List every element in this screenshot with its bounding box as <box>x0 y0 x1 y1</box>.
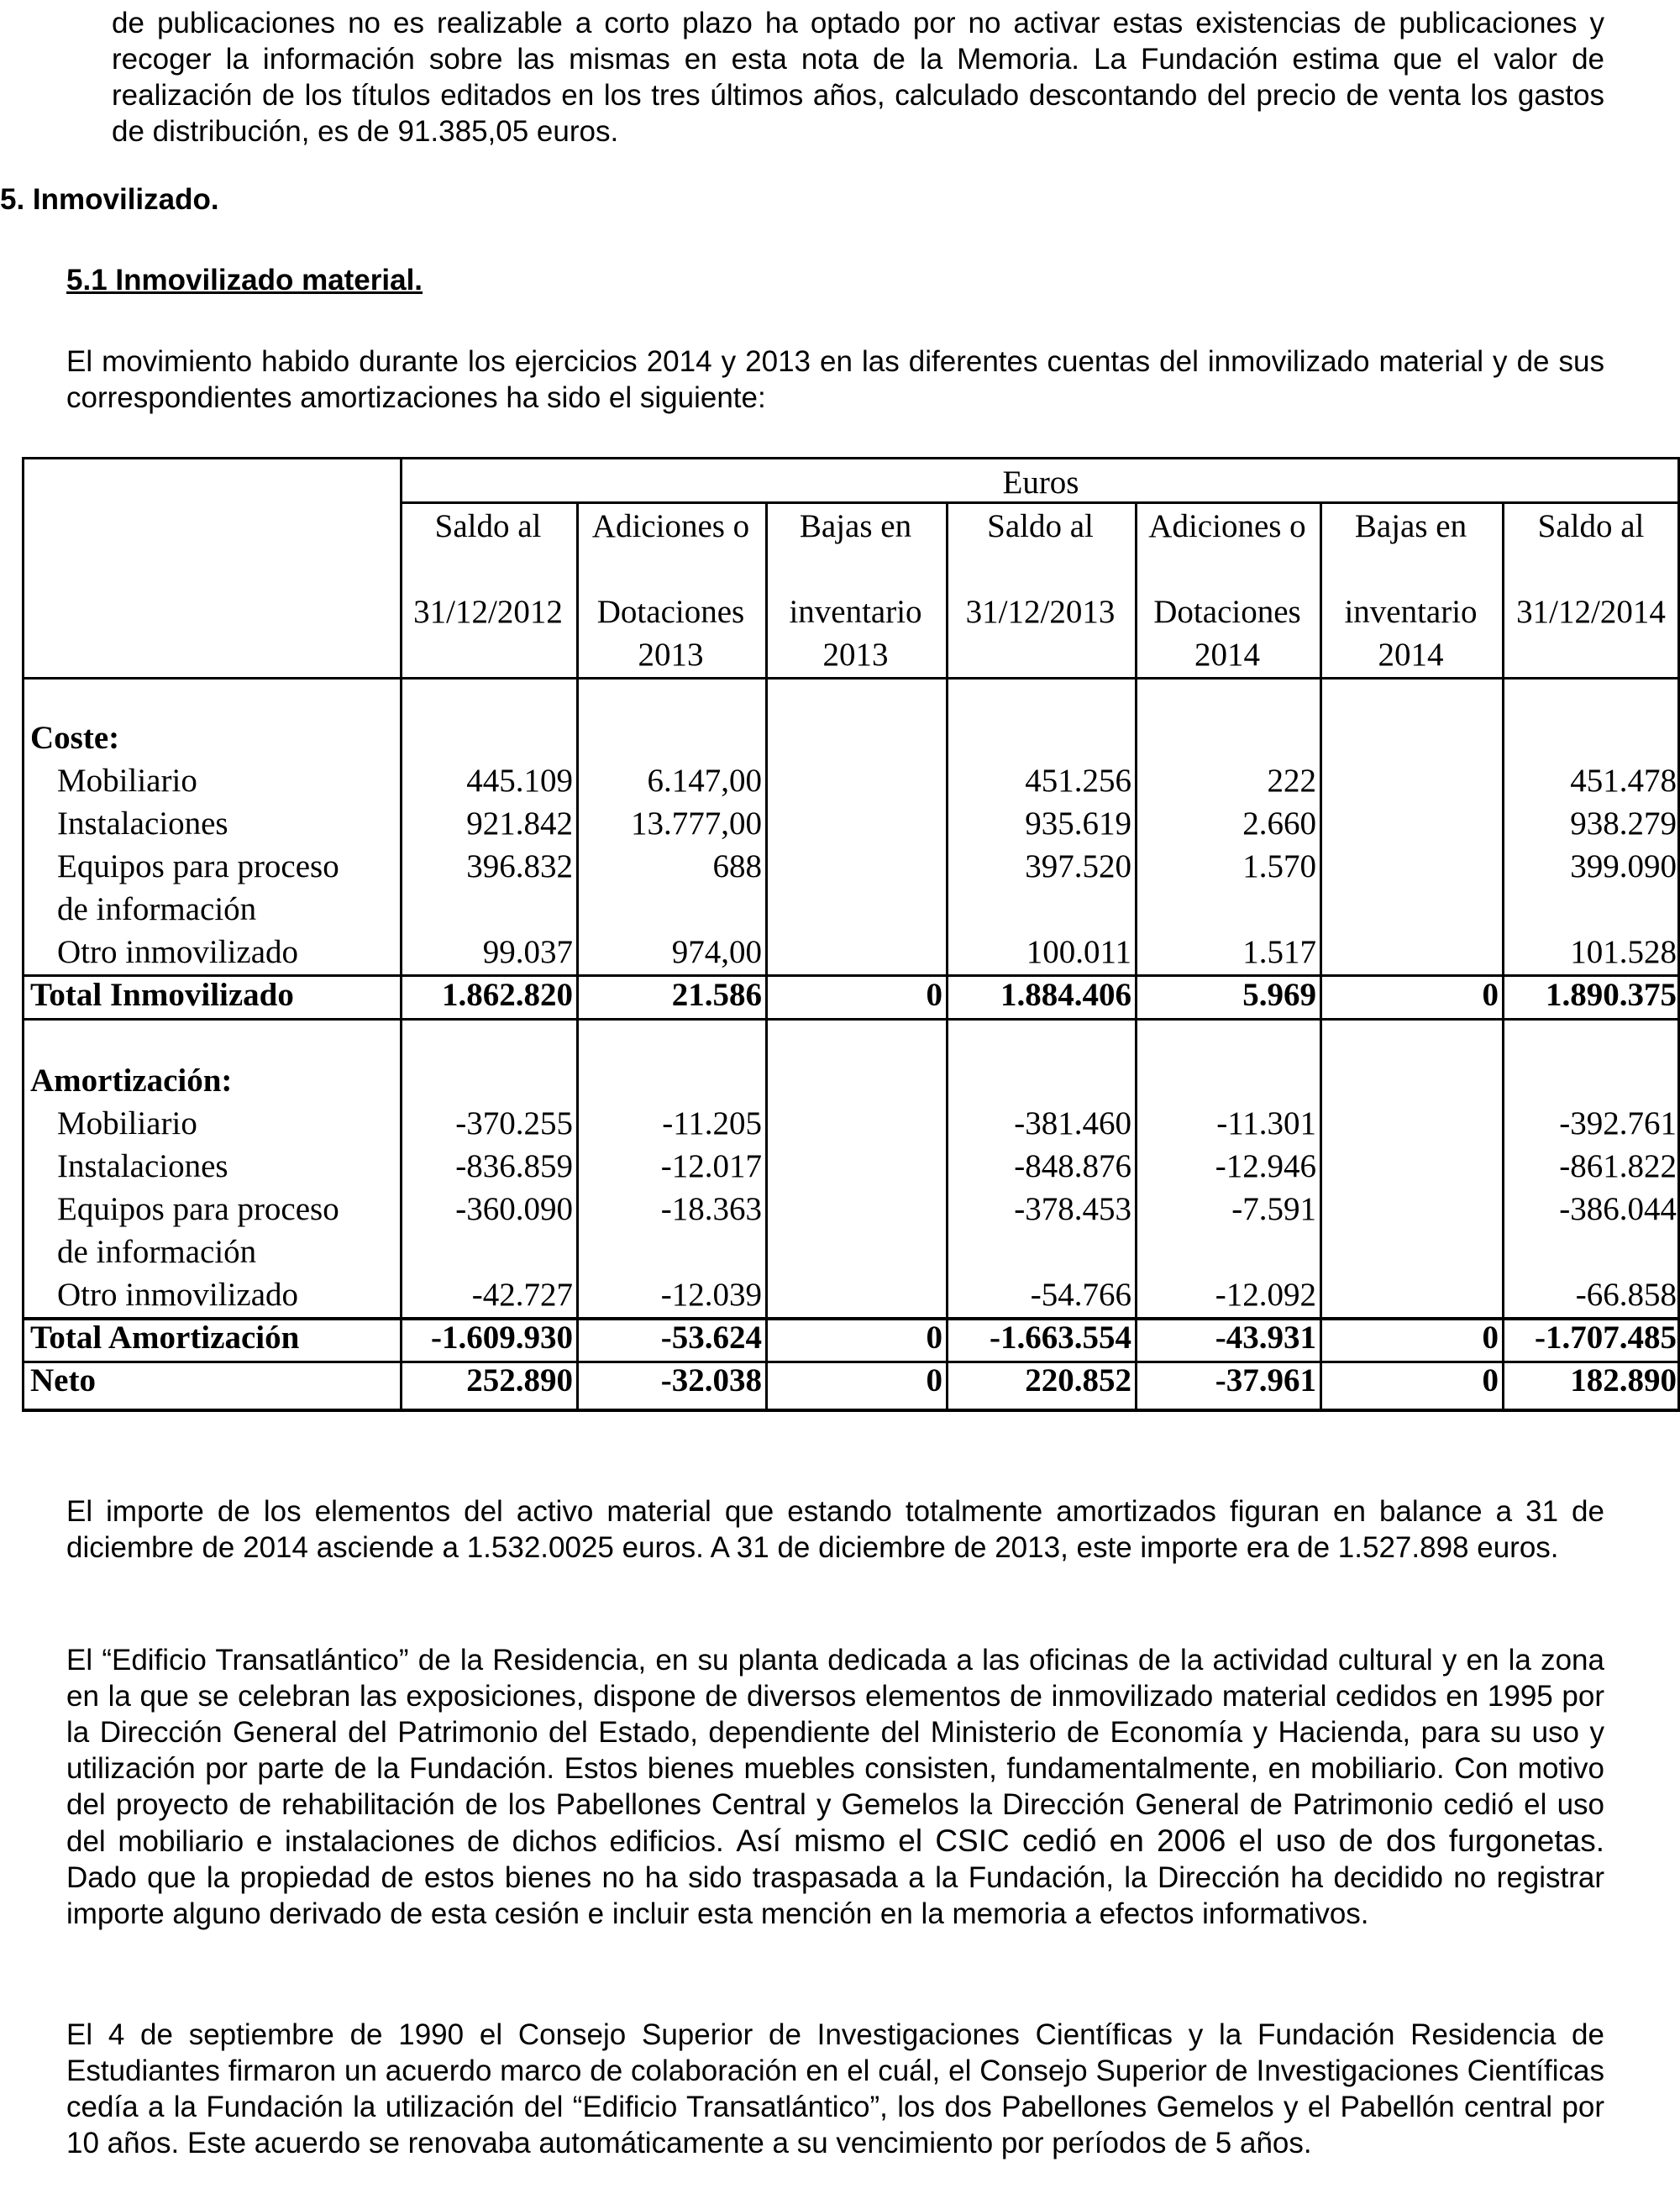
total-inmovilizado-col-1: 1.862.820 <box>442 977 573 1013</box>
coste-row-2-col-7: 938.279 <box>1570 806 1677 842</box>
edificio-paragraph-part-a: El “Edificio Transatlántico” de la Residencia, en su planta dedicada a las oficinas de la actividad cultural y en la zona en la que se celebran las exposiciones, dispone de diversos elementos de inmovilizado material cedidos en 1995 por la Dirección General del Patrimonio del Estado, dependiente del Ministerio de Economía y Hacienda, para su uso y utilización por parte de la Fundación. Estos bienes muebles consisten, fundamentalmente, en mobiliario. Con motivo del proyecto de rehabilitación de los Pabellones Central y Gemelos la Dirección General de Patrimonio cedió el uso del mobiliario e instalaciones de dichos edificios. <box>66 1644 1604 1858</box>
neto-col-4: 220.852 <box>1025 1362 1131 1398</box>
coste-row-2-col-2: 13.777,00 <box>631 806 762 842</box>
total-amortizacion-col-5: -43.931 <box>1215 1320 1316 1356</box>
amort-row-2-col-4: -848.876 <box>1014 1148 1131 1184</box>
total-amortizacion-col-2: -53.624 <box>660 1320 762 1356</box>
total-amortizacion-col-6: 0 <box>1482 1320 1499 1356</box>
table-rule <box>1135 501 1137 1409</box>
neto-col-6: 0 <box>1482 1362 1499 1398</box>
table-rule <box>1502 501 1504 1409</box>
amort-row-label: Mobiliario <box>57 1105 197 1141</box>
amort-row-label-cont: de información <box>57 1234 257 1270</box>
coste-row-4-col-5: 1.517 <box>1242 934 1316 970</box>
column-header-4-l2: 31/12/2013 <box>965 594 1116 630</box>
neto-col-5: -37.961 <box>1215 1362 1316 1398</box>
column-header-6-l3: 2014 <box>1378 637 1444 673</box>
total-inmovilizado-col-6: 0 <box>1482 977 1499 1013</box>
coste-row-4-col-4: 100.011 <box>1026 934 1131 970</box>
total-amortizacion-col-7: -1.707.485 <box>1535 1320 1677 1356</box>
column-header-3-l1: Bajas en <box>799 508 912 544</box>
coste-row-4-col-2: 974,00 <box>671 934 762 970</box>
total-inmovilizado-col-5: 5.969 <box>1242 977 1316 1013</box>
total-amortizacion-col-3: 0 <box>926 1320 942 1356</box>
amort-row-1-col-4: -381.460 <box>1014 1105 1131 1141</box>
total-inmovilizado-col-7: 1.890.375 <box>1546 977 1677 1013</box>
amort-row-1-col-5: -11.301 <box>1216 1105 1316 1141</box>
table-rule <box>1320 501 1322 1409</box>
coste-row-1-col-4: 451.256 <box>1025 763 1131 799</box>
amort-row-2-col-2: -12.017 <box>660 1148 762 1184</box>
coste-row-label-cont: de información <box>57 891 257 927</box>
table-rule <box>22 457 24 1409</box>
amort-row-1-col-2: -11.205 <box>662 1105 762 1141</box>
coste-row-1-col-7: 451.478 <box>1570 763 1677 799</box>
total-inmovilizado-col-4: 1.884.406 <box>1000 977 1131 1013</box>
fixed-assets-table <box>22 457 1680 1410</box>
coste-section-label: Coste: <box>30 720 120 756</box>
coste-row-1-col-1: 445.109 <box>466 763 573 799</box>
coste-row-2-col-4: 935.619 <box>1025 806 1131 842</box>
column-header-1-l1: Saldo al <box>434 508 542 544</box>
total-amortizacion-label: Total Amortización <box>30 1320 300 1356</box>
neto-col-7: 182.890 <box>1570 1362 1677 1398</box>
coste-row-1-col-5: 222 <box>1267 763 1316 799</box>
amort-row-4-col-2: -12.039 <box>660 1277 762 1313</box>
coste-row-label: Instalaciones <box>57 806 228 842</box>
column-header-2-l2: Dotaciones <box>596 594 745 630</box>
table-rule <box>22 1317 1680 1320</box>
table-rule <box>946 501 948 1409</box>
neto-col-1: 252.890 <box>466 1362 573 1398</box>
amort-row-3-col-4: -378.453 <box>1014 1191 1131 1227</box>
agreement-paragraph: El 4 de septiembre de 1990 el Consejo Superior de Investigaciones Científicas y la Fundación Residencia de Estudiantes firmaron un acuerdo marco de colaboración en el cuál, el Consejo Superior de Investigaciones Científicas cedía a la Fundación la utilización del “Edificio Transatlántico”, los dos Pabellones Gemelos y el Pabellón central por 10 años. Este acuerdo se renovaba automáticamente a su vencimiento por períodos de 5 años. <box>66 2018 1604 2159</box>
coste-row-3-col-2: 688 <box>712 848 762 884</box>
column-header-3-l2: inventario <box>789 594 922 630</box>
fully-amortized-paragraph: El importe de los elementos del activo material que estando totalmente amortizados figuran en balance a 31 de diciembre de 2014 asciende a 1.532.0025 euros. A 31 de diciembre de 2013, este importe era de 1.527.898 euros. <box>66 1495 1604 1564</box>
column-header-2-l1: Adiciones o <box>591 508 750 544</box>
coste-row-2-col-5: 2.660 <box>1242 806 1316 842</box>
coste-row-3-col-5: 1.570 <box>1242 848 1316 884</box>
coste-row-4-col-1: 99.037 <box>482 934 573 970</box>
amort-row-4-col-4: -54.766 <box>1030 1277 1131 1313</box>
column-header-7-l2: 31/12/2014 <box>1516 594 1666 630</box>
table-rule <box>400 501 1680 504</box>
column-header-7-l1: Saldo al <box>1537 508 1645 544</box>
edificio-paragraph-part-b: Así mismo el CSIC cedió en 2006 el uso de dos furgonetas. <box>736 1824 1604 1858</box>
amort-row-4-col-1: -42.727 <box>471 1277 573 1313</box>
table-currency-header: Euros <box>1002 464 1079 501</box>
coste-row-1-col-2: 6.147,00 <box>647 763 762 799</box>
coste-row-label: Otro inmovilizado <box>57 934 299 970</box>
coste-row-3-col-7: 399.090 <box>1570 848 1677 884</box>
table-rule <box>765 501 768 1409</box>
amort-row-3-col-2: -18.363 <box>660 1191 762 1227</box>
neto-col-3: 0 <box>926 1362 942 1398</box>
column-header-6-l1: Bajas en <box>1354 508 1467 544</box>
total-inmovilizado-label: Total Inmovilizado <box>30 977 294 1013</box>
amort-row-3-col-1: -360.090 <box>455 1191 573 1227</box>
table-rule <box>22 457 1680 459</box>
table-rule <box>22 1361 1680 1363</box>
table-intro-paragraph: El movimiento habido durante los ejercicios 2014 y 2013 en las diferentes cuentas del inmovilizado material y de sus correspondientes amortizaciones ha sido el siguiente: <box>66 345 1604 414</box>
neto-label: Neto <box>30 1362 96 1398</box>
coste-row-label: Mobiliario <box>57 763 197 799</box>
coste-row-3-col-4: 397.520 <box>1025 848 1131 884</box>
table-rule <box>22 1409 1680 1412</box>
table-rule <box>400 457 402 1409</box>
amort-row-label: Instalaciones <box>57 1148 228 1184</box>
edificio-paragraph-part-c: Dado que la propiedad de estos bienes no ha sido traspasada a la Fundación, la Dirección ha decidido no registrar importe alguno derivado de esta cesión e incluir esta mención en la memoria a efectos informativos. <box>66 1861 1604 1930</box>
amortizacion-section-label: Amortización: <box>30 1063 233 1099</box>
table-rule <box>576 501 579 1409</box>
section-heading: 5. Inmovilizado. <box>0 183 219 216</box>
subsection-heading: 5.1 Inmovilizado material. <box>66 264 423 296</box>
table-rule <box>22 1018 1680 1021</box>
amort-row-label: Equipos para proceso <box>57 1191 339 1227</box>
total-inmovilizado-col-3: 0 <box>926 977 942 1013</box>
amort-row-3-col-5: -7.591 <box>1231 1191 1316 1227</box>
amort-row-4-col-7: -66.858 <box>1575 1277 1677 1313</box>
amort-row-2-col-1: -836.859 <box>455 1148 573 1184</box>
coste-row-4-col-7: 101.528 <box>1570 934 1677 970</box>
column-header-5-l2: Dotaciones <box>1153 594 1301 630</box>
column-header-5-l3: 2014 <box>1194 637 1260 673</box>
amort-row-4-col-5: -12.092 <box>1215 1277 1316 1313</box>
amort-row-2-col-5: -12.946 <box>1215 1148 1316 1184</box>
total-amortizacion-col-1: -1.609.930 <box>431 1320 573 1356</box>
edificio-transatlantico-paragraph <box>66 1642 1604 1932</box>
amort-row-3-col-7: -386.044 <box>1559 1191 1677 1227</box>
column-header-1-l2: 31/12/2012 <box>413 594 563 630</box>
amort-row-2-col-7: -861.822 <box>1559 1148 1677 1184</box>
intro-paragraph: de publicaciones no es realizable a corto plazo ha optado por no activar estas existencias de publicaciones y recoger la información sobre las mismas en esta nota de la Memoria. La Fundación estima que el valor de realización de los títulos editados en los tres últimos años, calculado descontando del precio de venta los gastos de distribución, es de 91.385,05 euros. <box>112 7 1604 148</box>
coste-row-3-col-1: 396.832 <box>466 848 573 884</box>
column-header-6-l2: inventario <box>1344 594 1478 630</box>
coste-row-label: Equipos para proceso <box>57 848 339 884</box>
neto-col-2: -32.038 <box>660 1362 762 1398</box>
table-rule <box>22 974 1680 977</box>
column-header-2-l3: 2013 <box>638 637 704 673</box>
column-header-3-l3: 2013 <box>822 637 889 673</box>
amort-row-1-col-1: -370.255 <box>455 1105 573 1141</box>
amort-row-label: Otro inmovilizado <box>57 1277 299 1313</box>
column-header-5-l1: Adiciones o <box>1148 508 1306 544</box>
column-header-4-l1: Saldo al <box>987 508 1094 544</box>
table-rule <box>22 677 1680 680</box>
total-inmovilizado-col-2: 21.586 <box>671 977 762 1013</box>
amort-row-1-col-7: -392.761 <box>1559 1105 1677 1141</box>
total-amortizacion-col-4: -1.663.554 <box>990 1320 1131 1356</box>
coste-row-2-col-1: 921.842 <box>466 806 573 842</box>
